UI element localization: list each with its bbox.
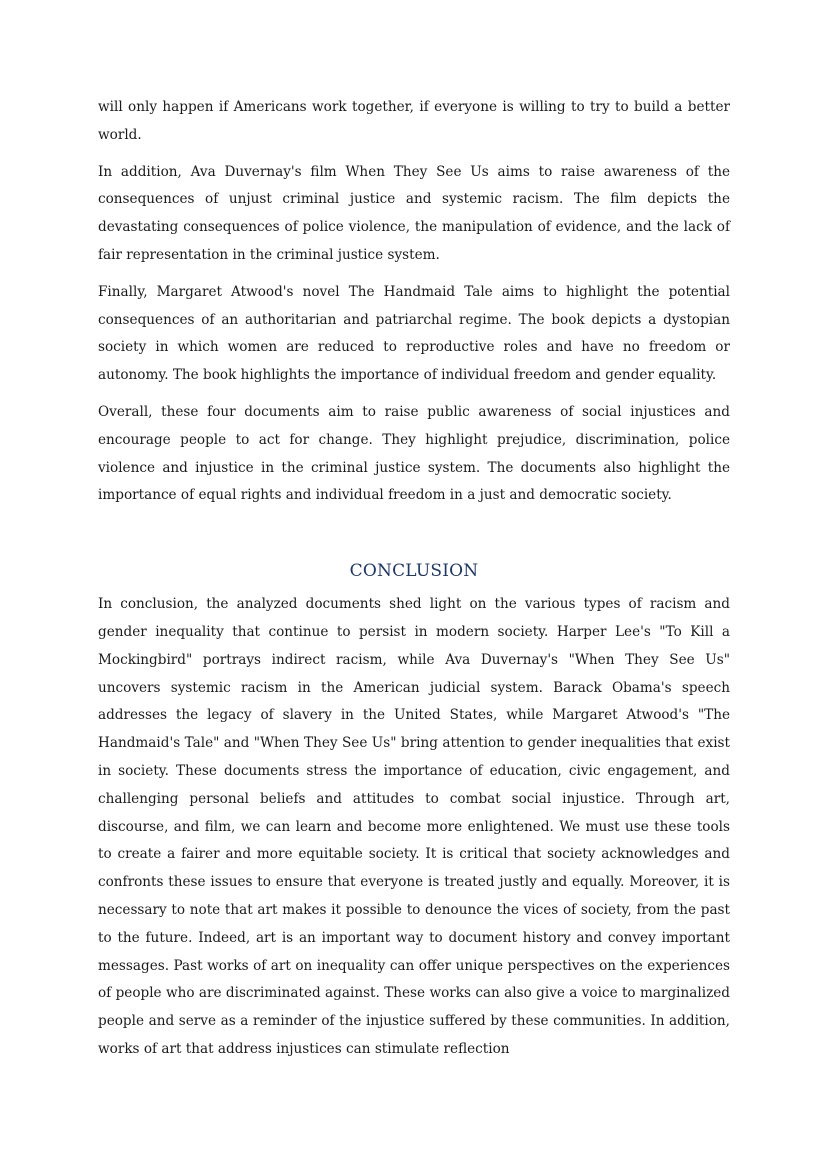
body-paragraph-2: In addition, Ava Duvernay's film When They See Us aims to raise awareness of the consequences of unjust criminal justice and systemic racism. The film depicts the devastating consequences of police violence, the manipulation of evidence, and the lack of fair representation in the criminal justice system. [98, 163, 730, 263]
conclusion-paragraph: In conclusion, the analyzed documents shed light on the various types of racism and gender inequality that continue to persist in modern society. Harper Lee's "To Kill a Mockingbird" portrays indirect racism, while Ava Duvernay's "When They See Us" uncovers systemic racism in the American judicial system. Barack Obama's speech addresses the legacy of slavery in the United States, while Margaret Atwood's "The Handmaid's Tale" and "When They See Us" bring attention to gender inequalities that exist in society. These documents stress the importance of education, civic engagement, and challenging personal beliefs and attitudes to combat social injustice. Through art, discourse, and film, we can learn and become more enlightened. We must use these tools to create a fairer and more equitable society. It is critical that society acknowledges and confronts these issues to ensure that everyone is treated justly and equally. Moreover, it is necessary to note that art makes it possible to denounce the vices of society, from the past to the future. Indeed, art is an important way to document history and convey important messages. Past works of art on inequality can offer unique perspectives on the experiences of people who are discriminated against. These works can also give a voice to marginalized people and serve as a reminder of the injustice suffered by these communities. In addition, works of art that address injustices can stimulate reflection [98, 596, 730, 1057]
body-paragraph-1: will only happen if Americans work together, if everyone is willing to try to build a better world. [98, 99, 730, 143]
document-page [98, 94, 730, 1073]
body-paragraph-4: Overall, these four documents aim to raise public awareness of social injustices and encourage people to act for change. They highlight prejudice, discrimination, police violence and injustice in the criminal justice system. The documents also highlight the importance of equal rights and individual freedom in a just and democratic society. [98, 403, 730, 504]
conclusion-heading: CONCLUSION [349, 561, 479, 582]
body-paragraph-3: Finally, Margaret Atwood's novel The Handmaid Tale aims to highlight the potential consequences of an authoritarian and patriarchal regime. The book depicts a dystopian society in which women are reduced to reproductive roles and have no freedom or autonomy. The book highlights the importance of individual freedom and gender equality. [98, 283, 730, 384]
